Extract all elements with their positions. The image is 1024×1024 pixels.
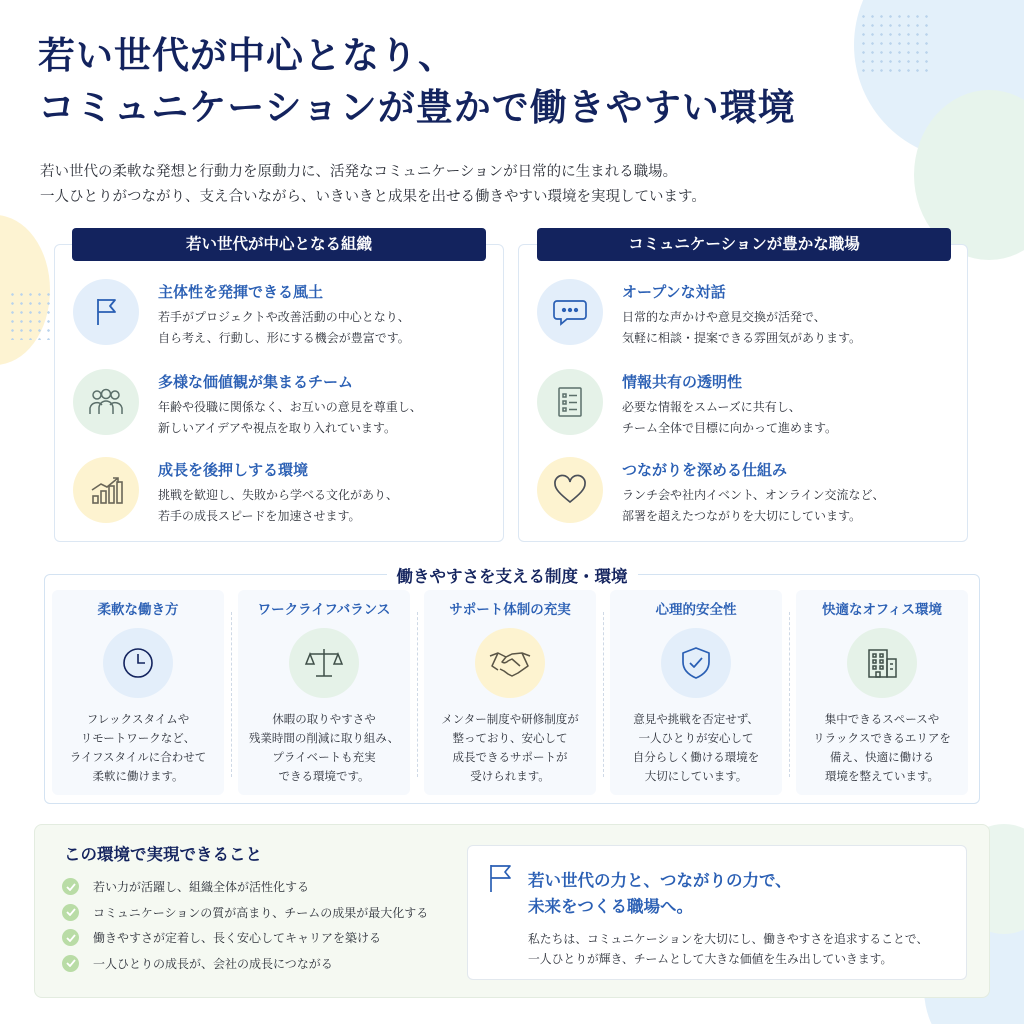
support-card-line: できる環境です。 — [278, 769, 370, 783]
support-card-line: 受けられます。 — [470, 769, 550, 783]
feature-desc — [622, 397, 837, 439]
support-card-line: 一人ひとりが安心して — [638, 731, 754, 745]
feature-initiative — [73, 279, 473, 359]
support-card-line: メンター制度や研修制度が — [441, 712, 579, 726]
feature-desc — [158, 307, 410, 349]
feature-diversity — [73, 369, 473, 449]
title-line-2: コミュニケーションが豊かで働きやすい環境 — [38, 86, 796, 129]
check-icon — [62, 929, 79, 946]
feature-desc-line: 自ら考え、行動し、形にする機会が豊富です。 — [158, 331, 410, 345]
list-item — [62, 925, 428, 951]
feature-desc-line: 日常的な声かけや意見交換が活発で、 — [622, 310, 826, 324]
support-card-line: 意見や挑戦を否定せず、 — [633, 712, 759, 726]
outcomes-heading: この環境で実現できること — [64, 845, 262, 864]
handshake-icon — [475, 628, 545, 698]
support-card-line: 自分らしく働ける環境を — [632, 750, 760, 764]
intro-text — [40, 160, 706, 210]
support-heading-text: 働きやすさを支える制度・環境 — [387, 567, 638, 586]
support-card-flexible — [52, 590, 224, 795]
panel-communication — [518, 244, 968, 542]
message-body-line: 一人ひとりが輝き、チームとして大きな価値を生み出していきます。 — [528, 952, 893, 966]
feature-desc-line: 必要な情報をスムーズに共有し、 — [622, 400, 801, 414]
scale-icon — [289, 628, 359, 698]
speech-bubble-icon — [537, 279, 603, 345]
panel-heading: コミュニケーションが豊かな職場 — [537, 228, 951, 261]
list-item — [62, 900, 428, 926]
feature-open-dialogue — [537, 279, 937, 359]
growth-chart-icon — [73, 457, 139, 523]
support-card-desc — [796, 710, 968, 786]
support-card-line: 集中できるスペースや — [824, 712, 940, 726]
support-card-line: 休暇の取りやすさや — [272, 712, 376, 726]
list-item — [62, 951, 428, 977]
support-card-title: ワークライフバランス — [257, 602, 391, 618]
feature-desc-line: 若手の成長スピードを加速させます。 — [158, 509, 361, 523]
support-card-support — [424, 590, 596, 795]
feature-title: 成長を後押しする環境 — [158, 461, 309, 479]
support-card-line: 柔軟に働けます。 — [92, 769, 184, 783]
team-icon — [73, 369, 139, 435]
message-heading — [528, 868, 792, 920]
feature-desc-line: 部署を超えたつながりを大切にしています。 — [622, 509, 862, 523]
support-card-balance — [238, 590, 410, 795]
feature-growth — [73, 457, 473, 537]
message-heading-line: 未来をつくる職場へ。 — [528, 897, 693, 916]
support-card-line: 備え、快適に働ける — [829, 750, 935, 764]
shield-check-icon — [661, 628, 731, 698]
list-item-text: 若い力が活躍し、組織全体が活性化する — [93, 880, 310, 895]
support-card-psych-safety — [610, 590, 782, 795]
feature-desc — [622, 307, 861, 349]
check-icon — [62, 904, 79, 921]
support-card-line: 整っており、安心して — [452, 731, 568, 745]
message-body-line: 私たちは、コミュニケーションを大切にし、働きやすさを追求することで、 — [528, 932, 929, 946]
feature-desc-line: ランチ会や社内イベント、オンライン交流など、 — [622, 488, 885, 502]
intro-line-2: 一人ひとりがつながり、支え合いながら、いきいきと成果を出せる働きやすい環境を実現しています。 — [40, 189, 706, 205]
support-card-office — [796, 590, 968, 795]
support-card-title: 柔軟な働き方 — [97, 602, 179, 618]
support-heading — [0, 563, 1024, 587]
divider — [231, 612, 232, 777]
title-line-1: 若い世代が中心となり、 — [38, 34, 456, 77]
feature-desc — [622, 485, 885, 527]
clock-icon — [103, 628, 173, 698]
check-icon — [62, 955, 79, 972]
support-card-desc — [52, 710, 224, 786]
feature-desc-line: 気軽に相談・提案できる雰囲気があります。 — [622, 331, 862, 345]
divider — [603, 612, 604, 777]
panel-heading: 若い世代が中心となる組織 — [72, 228, 486, 261]
support-card-desc — [238, 710, 410, 786]
support-card-line: リラックスできるエリアを — [813, 731, 951, 745]
feature-title: つながりを深める仕組み — [622, 461, 788, 479]
feature-connection — [537, 457, 937, 537]
support-card-line: 大切にしています。 — [644, 769, 748, 783]
document-icon — [537, 369, 603, 435]
feature-desc — [158, 397, 422, 439]
panel-young-generation — [54, 244, 504, 542]
support-card-title: 快適なオフィス環境 — [821, 602, 942, 618]
support-card-line: ライフスタイルに合わせて — [69, 750, 207, 764]
feature-title: 多様な価値観が集まるチーム — [158, 373, 354, 391]
support-card-line: 環境を整えています。 — [824, 769, 940, 783]
divider — [417, 612, 418, 777]
heart-icon — [537, 457, 603, 523]
support-card-line: プライベートも充実 — [272, 750, 376, 764]
page-title — [38, 30, 796, 134]
support-card-desc — [424, 710, 596, 786]
feature-desc-line: 若手がプロジェクトや改善活動の中心となり、 — [158, 310, 410, 324]
flag-icon — [486, 862, 516, 898]
support-card-line: 成長できるサポートが — [452, 750, 568, 764]
support-card-title: 心理的安全性 — [655, 602, 737, 618]
feature-transparency — [537, 369, 937, 449]
feature-desc-line: 挑戦を歓迎し、失敗から学べる文化があり、 — [158, 488, 399, 502]
support-card-line: 残業時間の削減に取り組み、 — [248, 731, 400, 745]
flag-icon — [73, 279, 139, 345]
support-card-title: サポート体制の充実 — [449, 602, 571, 618]
message-body — [528, 929, 928, 969]
support-card-line: リモートワークなど、 — [80, 731, 196, 745]
feature-title: 情報共有の透明性 — [622, 373, 743, 391]
building-icon — [847, 628, 917, 698]
feature-desc-line: 年齢や役職に関係なく、お互いの意見を尊重し、 — [158, 400, 422, 414]
list-item-text: コミュニケーションの質が高まり、チームの成果が最大化する — [93, 905, 429, 920]
list-item-text: 一人ひとりの成長が、会社の成長につながる — [93, 956, 333, 971]
divider — [789, 612, 790, 777]
support-card-desc — [610, 710, 782, 786]
feature-desc-line: 新しいアイデアや視点を取り入れています。 — [158, 421, 396, 435]
list-item-text: 働きやすさが定着し、長く安心してキャリアを築ける — [93, 931, 382, 946]
feature-title: オープンな対話 — [622, 283, 726, 301]
support-card-line: フレックスタイムや — [86, 712, 190, 726]
feature-title: 主体性を発揮できる風土 — [158, 283, 324, 301]
feature-desc — [158, 485, 398, 527]
message-heading-line: 若い世代の力と、つながりの力で、 — [528, 871, 792, 890]
feature-desc-line: チーム全体で目標に向かって進めます。 — [622, 421, 838, 435]
outcomes-list — [62, 874, 428, 976]
intro-line-1: 若い世代の柔軟な発想と行動力を原動力に、活発なコミュニケーションが日常的に生まれる職場。 — [40, 164, 678, 180]
list-item — [62, 874, 428, 900]
check-icon — [62, 878, 79, 895]
